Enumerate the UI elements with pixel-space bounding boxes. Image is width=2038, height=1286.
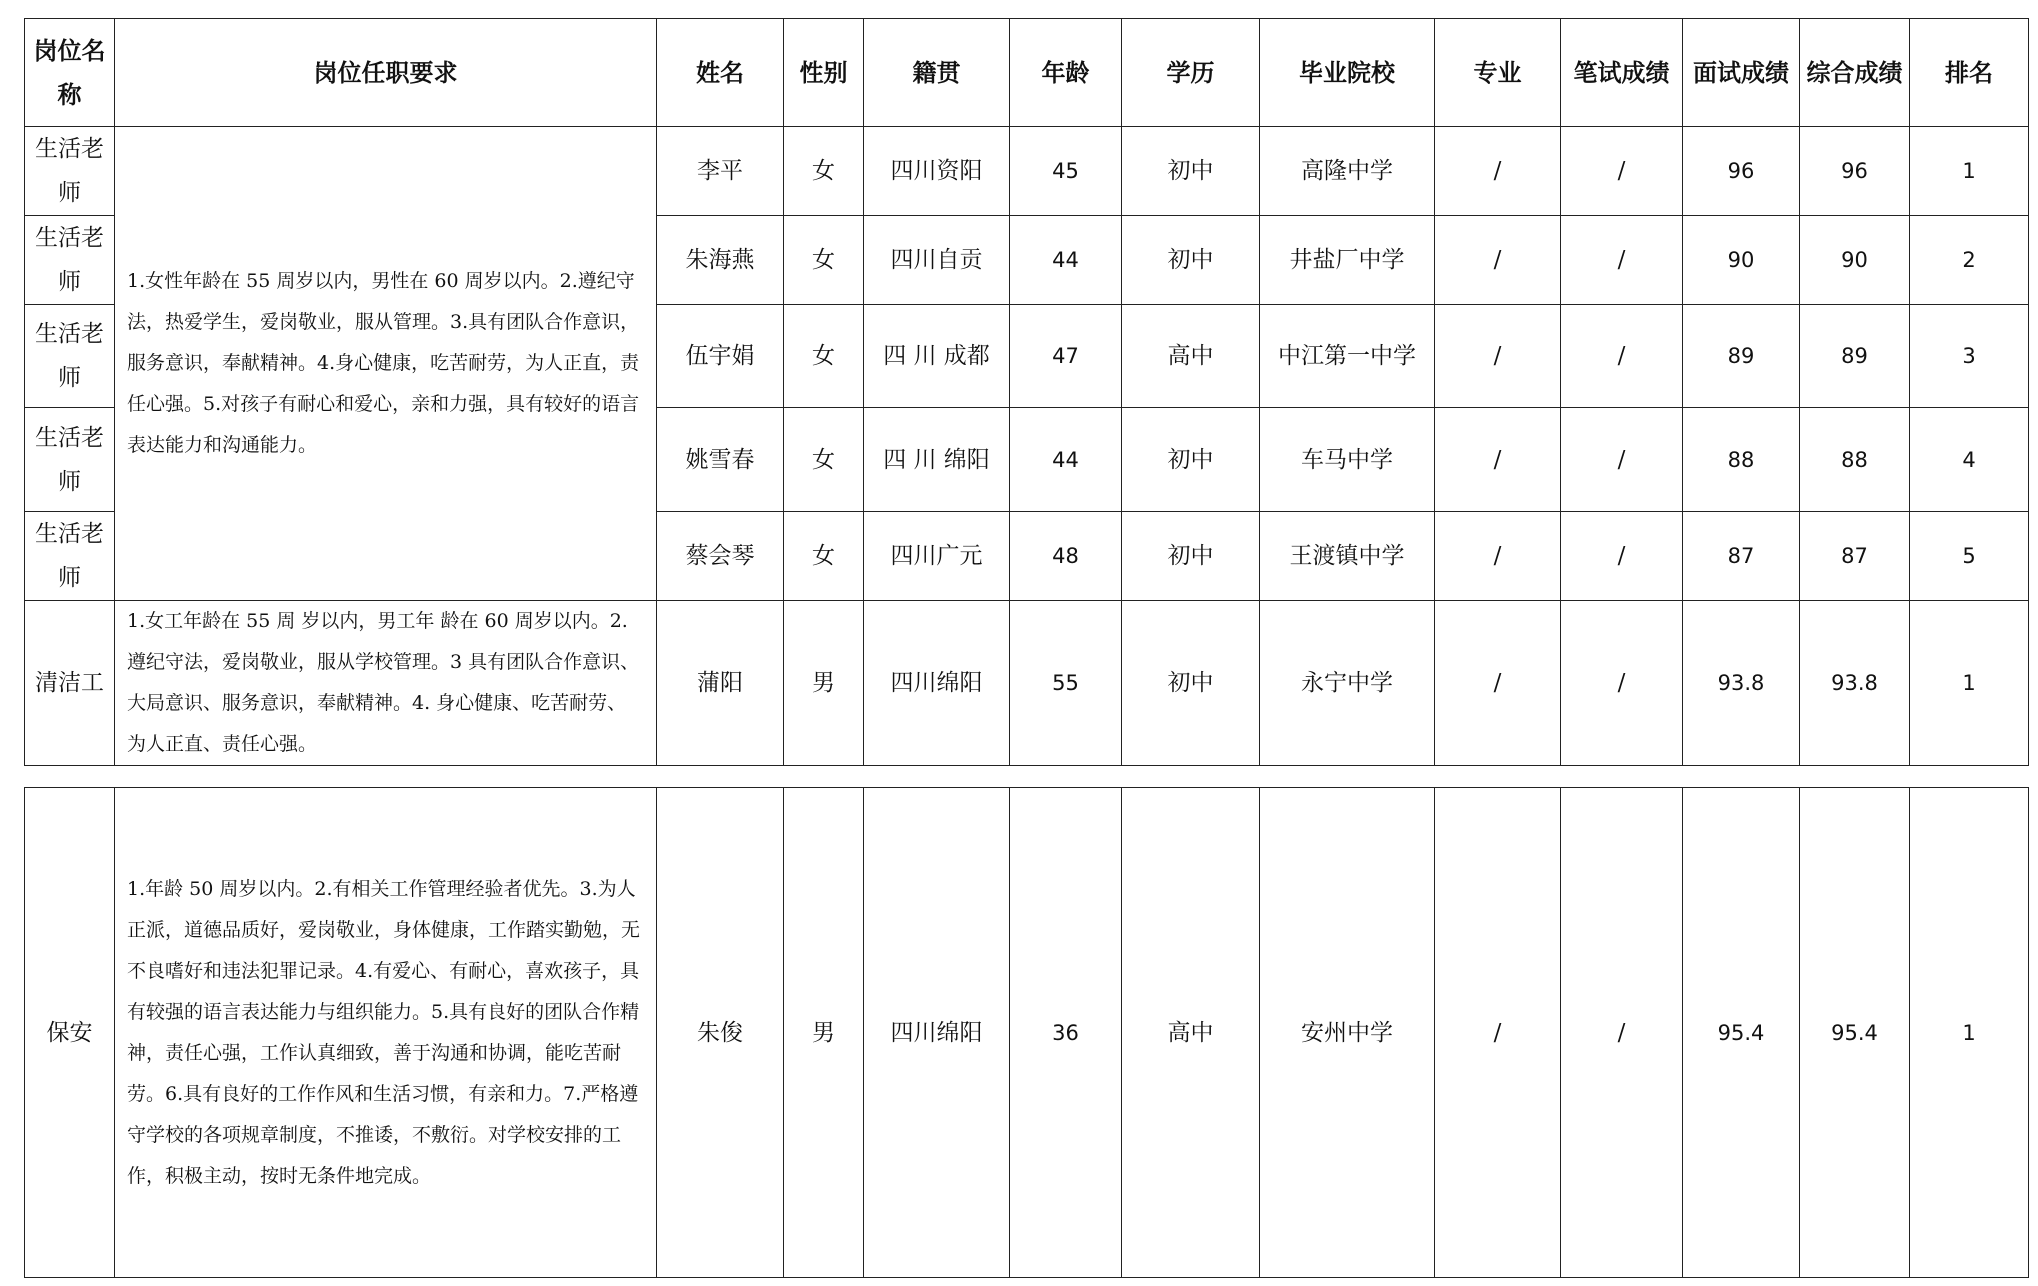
school-cell: 车马中学: [1260, 408, 1435, 512]
gender-cell: 男: [784, 601, 864, 766]
total-score-cell: 88: [1800, 408, 1910, 512]
results-table-security: [24, 787, 2029, 1278]
education-cell: 高中: [1122, 305, 1260, 408]
major-cell: /: [1435, 601, 1561, 766]
origin-cell: 四 川 绵阳: [864, 408, 1010, 512]
rank-cell: 1: [1910, 127, 2029, 216]
interview-score-cell: 96: [1683, 127, 1800, 216]
rank-cell: 4: [1910, 408, 2029, 512]
position-cell: 清洁工: [25, 601, 115, 766]
requirements-cell: 1.女性年龄在 55 周岁以内，男性在 60 周岁以内。2.遵纪守法，热爱学生，爱岗敬业，服从管理。3.具有团队合作意识，服务意识，奉献精神。4.身心健康，吃苦耐劳，为人正直，责任心强。5.对孩子有耐心和爱心，亲和力强，具有较好的语言表达能力和沟通能力。: [115, 127, 657, 601]
header-origin: 籍贯: [864, 19, 1010, 127]
position-cell: 生活老师: [25, 512, 115, 601]
origin-cell: 四川广元: [864, 512, 1010, 601]
header-written-score: 笔试成绩: [1561, 19, 1683, 127]
total-score-cell: 90: [1800, 216, 1910, 305]
header-name: 姓名: [657, 19, 784, 127]
table-row: [25, 601, 2029, 766]
name-cell: 李平: [657, 127, 784, 216]
header-major: 专业: [1435, 19, 1561, 127]
name-cell: 伍宇娟: [657, 305, 784, 408]
age-cell: 44: [1010, 408, 1122, 512]
name-cell: 蒲阳: [657, 601, 784, 766]
written-score-cell: /: [1561, 216, 1683, 305]
school-cell: 永宁中学: [1260, 601, 1435, 766]
major-cell: /: [1435, 127, 1561, 216]
age-cell: 36: [1010, 788, 1122, 1278]
origin-cell: 四川绵阳: [864, 601, 1010, 766]
header-row: [25, 19, 2029, 127]
interview-score-cell: 90: [1683, 216, 1800, 305]
major-cell: /: [1435, 512, 1561, 601]
gender-cell: 女: [784, 512, 864, 601]
major-cell: /: [1435, 788, 1561, 1278]
header-position-name: 岗位名称: [25, 19, 115, 127]
education-cell: 初中: [1122, 127, 1260, 216]
header-school: 毕业院校: [1260, 19, 1435, 127]
name-cell: 蔡会琴: [657, 512, 784, 601]
age-cell: 55: [1010, 601, 1122, 766]
written-score-cell: /: [1561, 512, 1683, 601]
school-cell: 安州中学: [1260, 788, 1435, 1278]
age-cell: 48: [1010, 512, 1122, 601]
total-score-cell: 96: [1800, 127, 1910, 216]
gender-cell: 男: [784, 788, 864, 1278]
total-score-cell: 95.4: [1800, 788, 1910, 1278]
header-age: 年龄: [1010, 19, 1122, 127]
interview-score-cell: 89: [1683, 305, 1800, 408]
school-cell: 王渡镇中学: [1260, 512, 1435, 601]
interview-score-cell: 95.4: [1683, 788, 1800, 1278]
gender-cell: 女: [784, 305, 864, 408]
name-cell: 朱俊: [657, 788, 784, 1278]
age-cell: 45: [1010, 127, 1122, 216]
age-cell: 44: [1010, 216, 1122, 305]
interview-score-cell: 93.8: [1683, 601, 1800, 766]
origin-cell: 四川资阳: [864, 127, 1010, 216]
table-row: [25, 788, 2029, 1278]
rank-cell: 2: [1910, 216, 2029, 305]
total-score-cell: 87: [1800, 512, 1910, 601]
written-score-cell: /: [1561, 305, 1683, 408]
origin-cell: 四川绵阳: [864, 788, 1010, 1278]
major-cell: /: [1435, 305, 1561, 408]
header-interview-score: 面试成绩: [1683, 19, 1800, 127]
age-cell: 47: [1010, 305, 1122, 408]
requirements-cell: 1.年龄 50 周岁以内。2.有相关工作管理经验者优先。3.为人正派，道德品质好，爱岗敬业，身体健康，工作踏实勤勉，无不良嗜好和违法犯罪记录。4.有爱心、有耐心，喜欢孩子，具有较强的语言表达能力与组织能力。5.具有良好的团队合作精神，责任心强，工作认真细致，善于沟通和协调，能吃苦耐劳。6.具有良好的工作作风和生活习惯，有亲和力。7.严格遵守学校的各项规章制度，不推诿，不敷衍。对学校安排的工作，积极主动，按时无条件地完成。: [115, 788, 657, 1278]
education-cell: 初中: [1122, 408, 1260, 512]
origin-cell: 四川自贡: [864, 216, 1010, 305]
position-cell: 生活老师: [25, 216, 115, 305]
requirements-cell: 1.女工年龄在 55 周 岁以内，男工年 龄在 60 周岁以内。2.遵纪守法，爱岗敬业，服从学校管理。3 具有团队合作意识、大局意识、服务意识，奉献精神。4. 身心健康、吃苦耐劳、为人正直、责任心强。: [115, 601, 657, 766]
header-rank: 排名: [1910, 19, 2029, 127]
written-score-cell: /: [1561, 408, 1683, 512]
name-cell: 姚雪春: [657, 408, 784, 512]
origin-cell: 四 川 成都: [864, 305, 1010, 408]
written-score-cell: /: [1561, 601, 1683, 766]
header-gender: 性别: [784, 19, 864, 127]
interview-score-cell: 88: [1683, 408, 1800, 512]
written-score-cell: /: [1561, 788, 1683, 1278]
written-score-cell: /: [1561, 127, 1683, 216]
major-cell: /: [1435, 408, 1561, 512]
position-cell: 生活老师: [25, 408, 115, 512]
rank-cell: 3: [1910, 305, 2029, 408]
name-cell: 朱海燕: [657, 216, 784, 305]
position-cell: 保安: [25, 788, 115, 1278]
education-cell: 初中: [1122, 512, 1260, 601]
education-cell: 初中: [1122, 601, 1260, 766]
rank-cell: 1: [1910, 601, 2029, 766]
header-requirements: 岗位任职要求: [115, 19, 657, 127]
rank-cell: 1: [1910, 788, 2029, 1278]
total-score-cell: 89: [1800, 305, 1910, 408]
interview-score-cell: 87: [1683, 512, 1800, 601]
total-score-cell: 93.8: [1800, 601, 1910, 766]
table-row: [25, 127, 2029, 216]
school-cell: 中江第一中学: [1260, 305, 1435, 408]
education-cell: 高中: [1122, 788, 1260, 1278]
rank-cell: 5: [1910, 512, 2029, 601]
major-cell: /: [1435, 216, 1561, 305]
education-cell: 初中: [1122, 216, 1260, 305]
gender-cell: 女: [784, 216, 864, 305]
gender-cell: 女: [784, 408, 864, 512]
position-cell: 生活老师: [25, 305, 115, 408]
results-table-main: [24, 18, 2029, 766]
gender-cell: 女: [784, 127, 864, 216]
position-cell: 生活老师: [25, 127, 115, 216]
school-cell: 井盐厂中学: [1260, 216, 1435, 305]
school-cell: 高隆中学: [1260, 127, 1435, 216]
header-total-score: 综合成绩: [1800, 19, 1910, 127]
header-education: 学历: [1122, 19, 1260, 127]
